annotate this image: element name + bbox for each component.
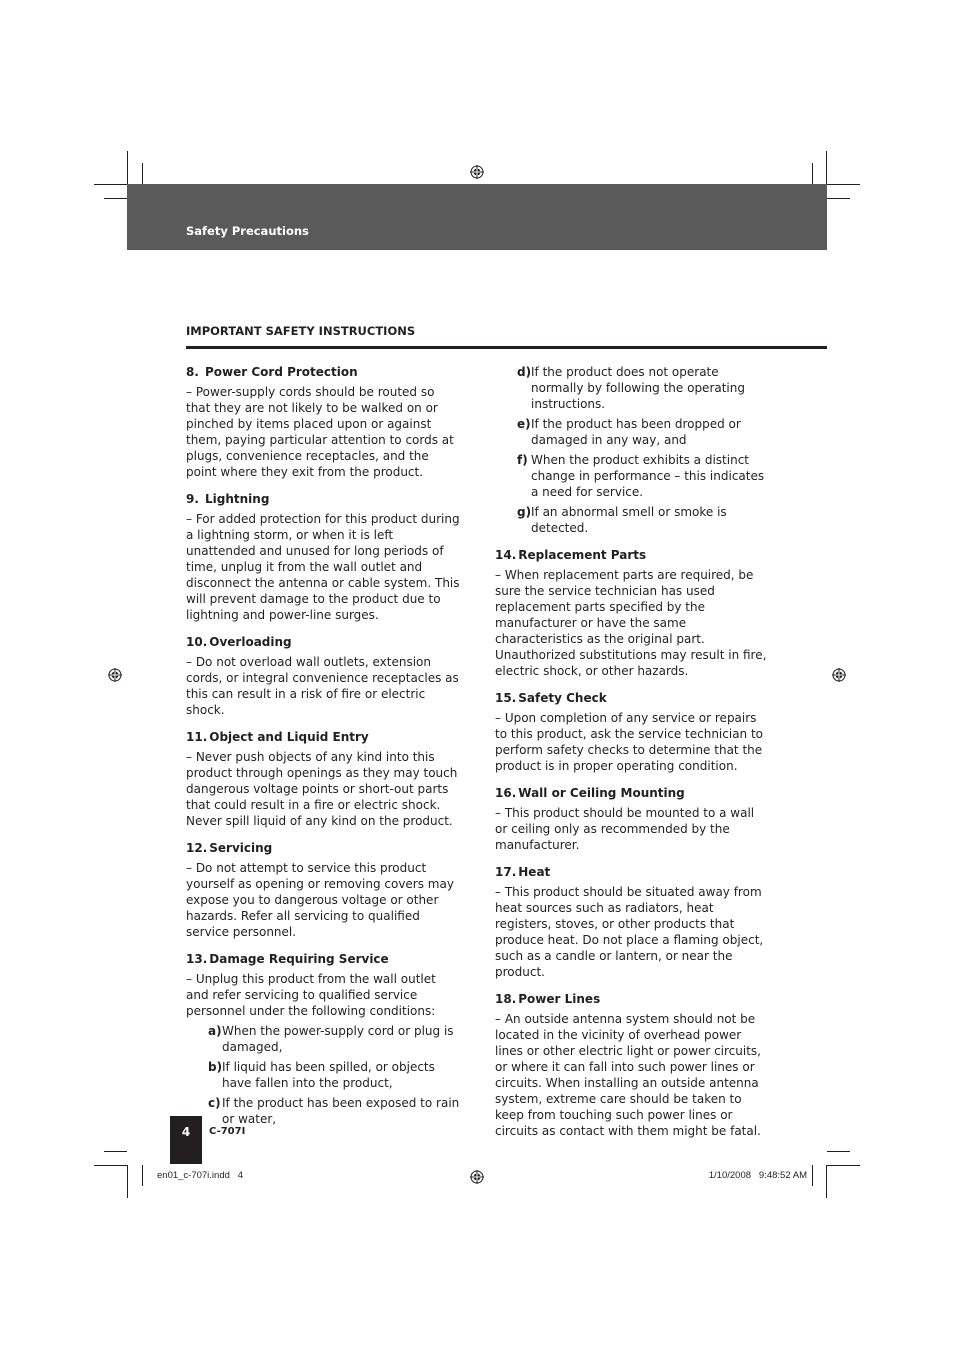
item-heading — [495, 690, 770, 706]
item-heading — [495, 864, 770, 880]
item-heading — [186, 840, 461, 856]
instruction-item — [186, 634, 461, 718]
condition-list-continued — [517, 364, 770, 536]
crop-mark — [827, 184, 860, 185]
instruction-item — [495, 785, 770, 853]
crop-mark — [827, 198, 850, 199]
item-body: – An outside antenna system should not be located in the vicinity of overhead power lines or other electric light or power circuits, or where it can fall into such power lines or circuits. When installing an outside antenna system, extreme care should be taken to keep from touching such power lines or circuits as contact with them might be fatal. — [495, 1012, 761, 1138]
condition-text: When the product exhibits a distinct change in performance – this indicates a need for service. — [531, 453, 765, 499]
condition-item — [208, 1023, 461, 1055]
instruction-item — [186, 491, 461, 623]
item-body: – Unplug this product from the wall outlet and refer servicing to qualified service personnel under the following conditions: — [186, 972, 436, 1018]
condition-marker: e) — [517, 417, 531, 431]
item-title: Heat — [518, 865, 551, 879]
item-number: 8. — [186, 365, 199, 379]
condition-item — [517, 416, 770, 448]
item-title: Replacement Parts — [518, 548, 647, 562]
right-column — [495, 364, 770, 1150]
item-title: Object and Liquid Entry — [209, 730, 369, 744]
condition-item — [517, 364, 770, 412]
condition-marker: f) — [517, 453, 528, 467]
crop-mark — [827, 1151, 850, 1152]
item-body: – Never push objects of any kind into this product through openings as they may touch dangerous voltage points or short-out parts that could result in a fire or electric shock. Never spill liquid of any kind on the product. — [186, 750, 458, 828]
crop-mark — [812, 163, 813, 184]
instruction-item — [186, 364, 461, 480]
item-title: Safety Check — [518, 691, 607, 705]
section-title: Safety Precautions — [186, 224, 309, 238]
model-label: C-707I — [209, 1126, 246, 1137]
item-number: 9. — [186, 492, 199, 506]
registration-mark-icon — [470, 165, 484, 179]
header-band — [127, 184, 827, 250]
condition-item — [208, 1059, 461, 1091]
item-number: 17. — [495, 865, 517, 879]
item-body: – Power-supply cords should be routed so that they are not likely to be walked on or pinched by items placed upon or against them, paying particular attention to cords at plugs, convenience receptacles, and the point where they exit from the product. — [186, 385, 454, 479]
crop-mark — [104, 1151, 127, 1152]
item-title: Power Cord Protection — [205, 365, 358, 379]
condition-text: When the power-supply cord or plug is damaged, — [222, 1024, 454, 1054]
condition-marker: a) — [208, 1024, 222, 1038]
condition-text: If liquid has been spilled, or objects have fallen into the product, — [222, 1060, 435, 1090]
item-number: 13. — [186, 952, 208, 966]
crop-mark — [94, 184, 127, 185]
condition-marker: d) — [517, 365, 532, 379]
item-number: 16. — [495, 786, 517, 800]
item-body: – Do not attempt to service this product yourself as opening or removing covers may expose you to dangerous voltage or other hazards. Refer all servicing to qualified service personnel. — [186, 861, 454, 939]
crop-mark — [826, 151, 827, 184]
item-title: Wall or Ceiling Mounting — [518, 786, 685, 800]
crop-mark — [127, 151, 128, 184]
item-heading — [186, 634, 461, 650]
crop-mark — [827, 1165, 860, 1166]
condition-text: If the product has been exposed to rain or water, — [222, 1096, 460, 1126]
item-body: – When replacement parts are required, be sure the service technician has used replacement parts specified by the manufacturer or have the same characteristics as the original part. Unauthorized substitutions may result in fire, electric shock, or other hazards. — [495, 568, 767, 678]
condition-text: If the product has been dropped or damaged in any way, and — [531, 417, 741, 447]
item-number: 11. — [186, 730, 208, 744]
registration-mark-icon — [832, 668, 846, 682]
instruction-item — [186, 840, 461, 940]
instruction-item — [495, 547, 770, 679]
registration-mark-icon — [470, 1170, 484, 1184]
item-heading — [186, 951, 461, 967]
item-heading — [495, 991, 770, 1007]
item-title: Power Lines — [518, 992, 601, 1006]
crop-mark — [826, 1165, 827, 1198]
left-column — [186, 364, 461, 1138]
item-body: – This product should be mounted to a wall or ceiling only as recommended by the manufacturer. — [495, 806, 755, 852]
item-heading — [186, 491, 461, 507]
item-body: – For added protection for this product during a lightning storm, or when it is left unattended and unused for long periods of time, unplug it from the wall outlet and disconnect the antenna or cable system. This will prevent damage to the product due to lightning and power-line surges. — [186, 512, 460, 622]
item-heading — [186, 729, 461, 745]
instruction-item — [186, 951, 461, 1127]
page-tab — [170, 1116, 202, 1164]
item-number: 10. — [186, 635, 208, 649]
condition-item — [208, 1095, 461, 1127]
crop-mark — [142, 1165, 143, 1186]
item-number: 12. — [186, 841, 208, 855]
item-title: Overloading — [209, 635, 292, 649]
item-title: Servicing — [209, 841, 273, 855]
condition-item — [517, 452, 770, 500]
registration-mark-icon — [108, 668, 122, 682]
instruction-item — [495, 690, 770, 774]
instruction-item — [186, 729, 461, 829]
file-slug: en01_c-707i.indd 4 — [157, 1170, 244, 1181]
print-timestamp: 1/10/2008 9:48:52 AM — [708, 1170, 807, 1181]
crop-mark — [104, 198, 127, 199]
item-body: – Upon completion of any service or repairs to this product, ask the service technician to perform safety checks to determine that the product is in proper operating condition. — [495, 711, 764, 773]
heading-rule — [186, 346, 827, 349]
crop-mark — [127, 1165, 128, 1198]
item-number: 14. — [495, 548, 517, 562]
item-number: 15. — [495, 691, 517, 705]
instruction-item — [495, 991, 770, 1139]
crop-mark — [142, 163, 143, 184]
item-title: Damage Requiring Service — [209, 952, 389, 966]
item-number: 18. — [495, 992, 517, 1006]
item-title: Lightning — [205, 492, 270, 506]
doc-heading: IMPORTANT SAFETY INSTRUCTIONS — [186, 324, 416, 338]
instruction-item — [495, 864, 770, 980]
crop-mark — [94, 1165, 127, 1166]
condition-marker: g) — [517, 505, 532, 519]
item-heading — [186, 364, 461, 380]
condition-item — [517, 504, 770, 536]
item-body: – This product should be situated away from heat sources such as radiators, heat registers, stoves, or other products that produce heat. Do not place a flaming object, such as a candle or lantern, or near the product. — [495, 885, 764, 979]
condition-marker: c) — [208, 1096, 221, 1110]
condition-text: If an abnormal smell or smoke is detected. — [531, 505, 727, 535]
condition-list — [208, 1023, 461, 1127]
crop-mark — [812, 1165, 813, 1186]
item-heading — [495, 547, 770, 563]
condition-marker: b) — [208, 1060, 223, 1074]
item-body: – Do not overload wall outlets, extension cords, or integral convenience receptacles as this can result in a risk of fire or electric shock. — [186, 655, 459, 717]
page-number: 4 — [181, 1125, 191, 1139]
item-heading — [495, 785, 770, 801]
condition-text: If the product does not operate normally by following the operating instructions. — [531, 365, 745, 411]
